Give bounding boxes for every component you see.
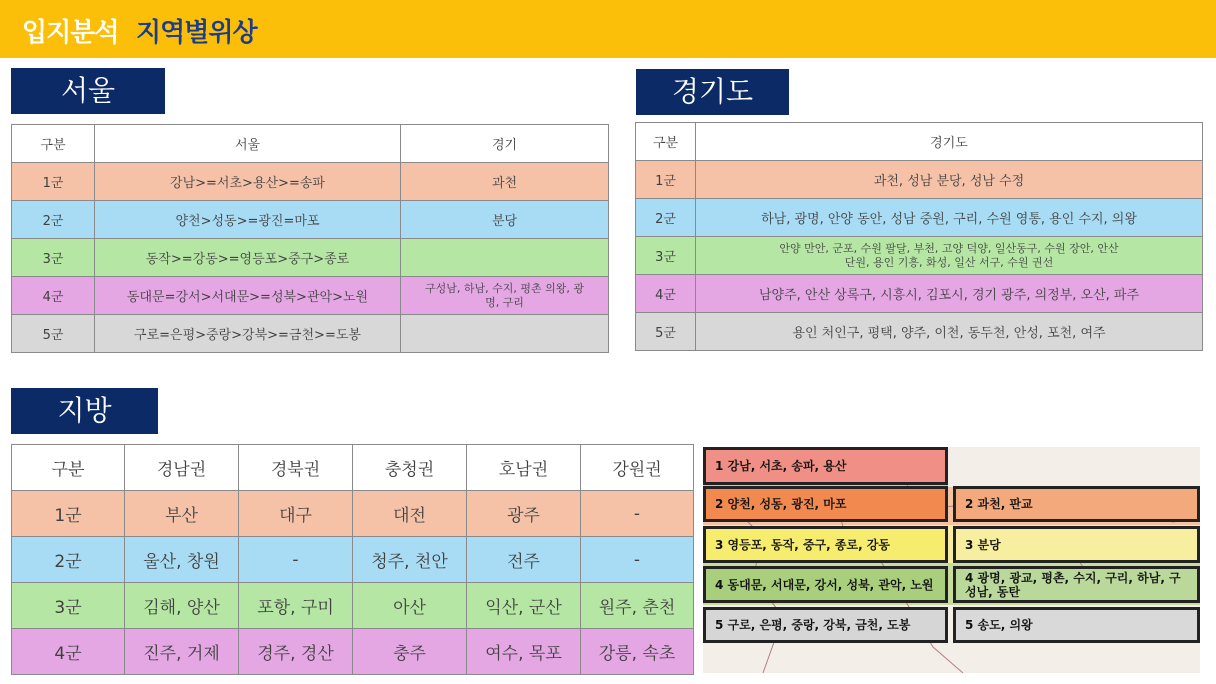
table-row (636, 313, 1203, 351)
legend-gyeonggi-group-3: 3 분당 (953, 526, 1200, 563)
table-row (636, 237, 1203, 275)
seoul-section-title: 서울 (11, 68, 165, 114)
table-row (636, 199, 1203, 237)
table-cell (401, 315, 609, 353)
legend-gyeonggi-group-5: 5 송도, 의왕 (953, 607, 1200, 643)
table-row (636, 161, 1203, 199)
table-row (12, 629, 694, 675)
table-cell: 과천, 성남 분당, 성남 수정 (696, 161, 1203, 199)
table-cell: 원주, 춘천 (581, 583, 694, 629)
gyeonggi-section-title: 경기도 (636, 69, 789, 115)
table-cell: 울산, 창원 (125, 537, 239, 583)
table-cell: 3군 (636, 237, 696, 275)
table-cell: 아산 (353, 583, 467, 629)
table-cell: 4군 (636, 275, 696, 313)
table-row (12, 491, 694, 537)
table-cell: - (239, 537, 353, 583)
table-row (12, 239, 609, 277)
legend-seoul-group-5: 5 구로, 은평, 중랑, 강북, 금천, 도봉 (703, 607, 948, 643)
table-row (12, 277, 609, 315)
table-cell: 4군 (12, 277, 95, 315)
gyeonggi-table (635, 122, 1203, 351)
table-cell: 2군 (12, 201, 95, 239)
table-cell: 진주, 거제 (125, 629, 239, 675)
local-section-title: 지방 (11, 388, 158, 434)
table-cell: 충주 (353, 629, 467, 675)
header-cell: 구분 (636, 123, 696, 161)
table-cell: 1군 (12, 163, 95, 201)
table-cell: 구성남, 하남, 수지, 평촌 의왕, 광명, 구리 (401, 277, 609, 315)
table-row (12, 201, 609, 239)
table-row (12, 583, 694, 629)
table-cell: 대전 (353, 491, 467, 537)
table-cell: 2군 (636, 199, 696, 237)
table-cell: - (581, 537, 694, 583)
seoul-table (11, 124, 609, 353)
header-cell: 강원권 (581, 445, 694, 491)
header-cell: 구분 (12, 445, 125, 491)
table-cell: 3군 (12, 239, 95, 277)
table-row (636, 275, 1203, 313)
page-title-part2: 지역별위상 (136, 18, 257, 48)
header-bar (0, 0, 1216, 58)
table-cell: 3군 (12, 583, 125, 629)
table-cell: 분당 (401, 201, 609, 239)
table-row (12, 163, 609, 201)
table-row (12, 315, 609, 353)
table-cell: 1군 (636, 161, 696, 199)
table-cell: 5군 (12, 315, 95, 353)
table-cell: 김해, 양산 (125, 583, 239, 629)
table-cell: 포항, 구미 (239, 583, 353, 629)
table-cell: 4군 (12, 629, 125, 675)
table-cell: 익산, 군산 (467, 583, 581, 629)
legend-seoul-group-4: 4 동대문, 서대문, 강서, 성북, 관악, 노원 (703, 566, 948, 603)
header-cell: 경남권 (125, 445, 239, 491)
table-cell (401, 239, 609, 277)
table-cell: 5군 (636, 313, 696, 351)
header-cell: 호남권 (467, 445, 581, 491)
table-header-row (12, 125, 609, 163)
legend-gyeonggi-group-2: 2 과천, 판교 (953, 486, 1200, 522)
table-cell: 부산 (125, 491, 239, 537)
table-cell: 강남>=서초>용산>=송파 (95, 163, 401, 201)
table-cell: 2군 (12, 537, 125, 583)
header-cell: 서울 (95, 125, 401, 163)
table-cell: 안양 만안, 군포, 수원 팔달, 부천, 고양 덕양, 일산동구, 수원 장안, 안산 단원, 용인 기흥, 화성, 일산 서구, 수원 권선 (696, 237, 1203, 275)
legend-seoul-group-1: 1 강남, 서초, 송파, 용산 (703, 447, 948, 485)
table-cell: 경주, 경산 (239, 629, 353, 675)
header-cell: 경기도 (696, 123, 1203, 161)
region-map (703, 447, 1200, 673)
table-cell: 전주 (467, 537, 581, 583)
table-cell: 청주, 천안 (353, 537, 467, 583)
table-cell: 광주 (467, 491, 581, 537)
table-cell: 강릉, 속초 (581, 629, 694, 675)
legend-gyeonggi-group-4: 4 광명, 광교, 평촌, 수지, 구리, 하남, 구성남, 동탄 (953, 566, 1200, 603)
page-title-part1: 입지분석 (22, 18, 119, 48)
table-cell: 양천>성동>=광진=마포 (95, 201, 401, 239)
table-cell: 대구 (239, 491, 353, 537)
header-cell: 경북권 (239, 445, 353, 491)
table-cell: 과천 (401, 163, 609, 201)
header-cell: 구분 (12, 125, 95, 163)
table-cell: 동대문=강서>서대문>=성북>관악>노원 (95, 277, 401, 315)
table-header-row (636, 123, 1203, 161)
header-cell: 경기 (401, 125, 609, 163)
table-cell: 용인 처인구, 평택, 양주, 이천, 동두천, 안성, 포천, 여주 (696, 313, 1203, 351)
table-cell: - (581, 491, 694, 537)
table-cell: 1군 (12, 491, 125, 537)
header-cell: 충청권 (353, 445, 467, 491)
table-cell: 여수, 목포 (467, 629, 581, 675)
table-cell: 하남, 광명, 안양 동안, 성남 중원, 구리, 수원 영통, 용인 수지, 의왕 (696, 199, 1203, 237)
table-cell: 동작>=강동>=영등포>중구>종로 (95, 239, 401, 277)
legend-seoul-group-3: 3 영등포, 동작, 중구, 종로, 강동 (703, 526, 948, 563)
table-header-row (12, 445, 694, 491)
local-table (11, 444, 694, 675)
legend-seoul-group-2: 2 양천, 성동, 광진, 마포 (703, 486, 948, 522)
table-cell: 남양주, 안산 상록구, 시흥시, 김포시, 경기 광주, 의정부, 오산, 파주 (696, 275, 1203, 313)
table-cell: 구로=은평>중랑>강북>=금천>=도봉 (95, 315, 401, 353)
table-row (12, 537, 694, 583)
